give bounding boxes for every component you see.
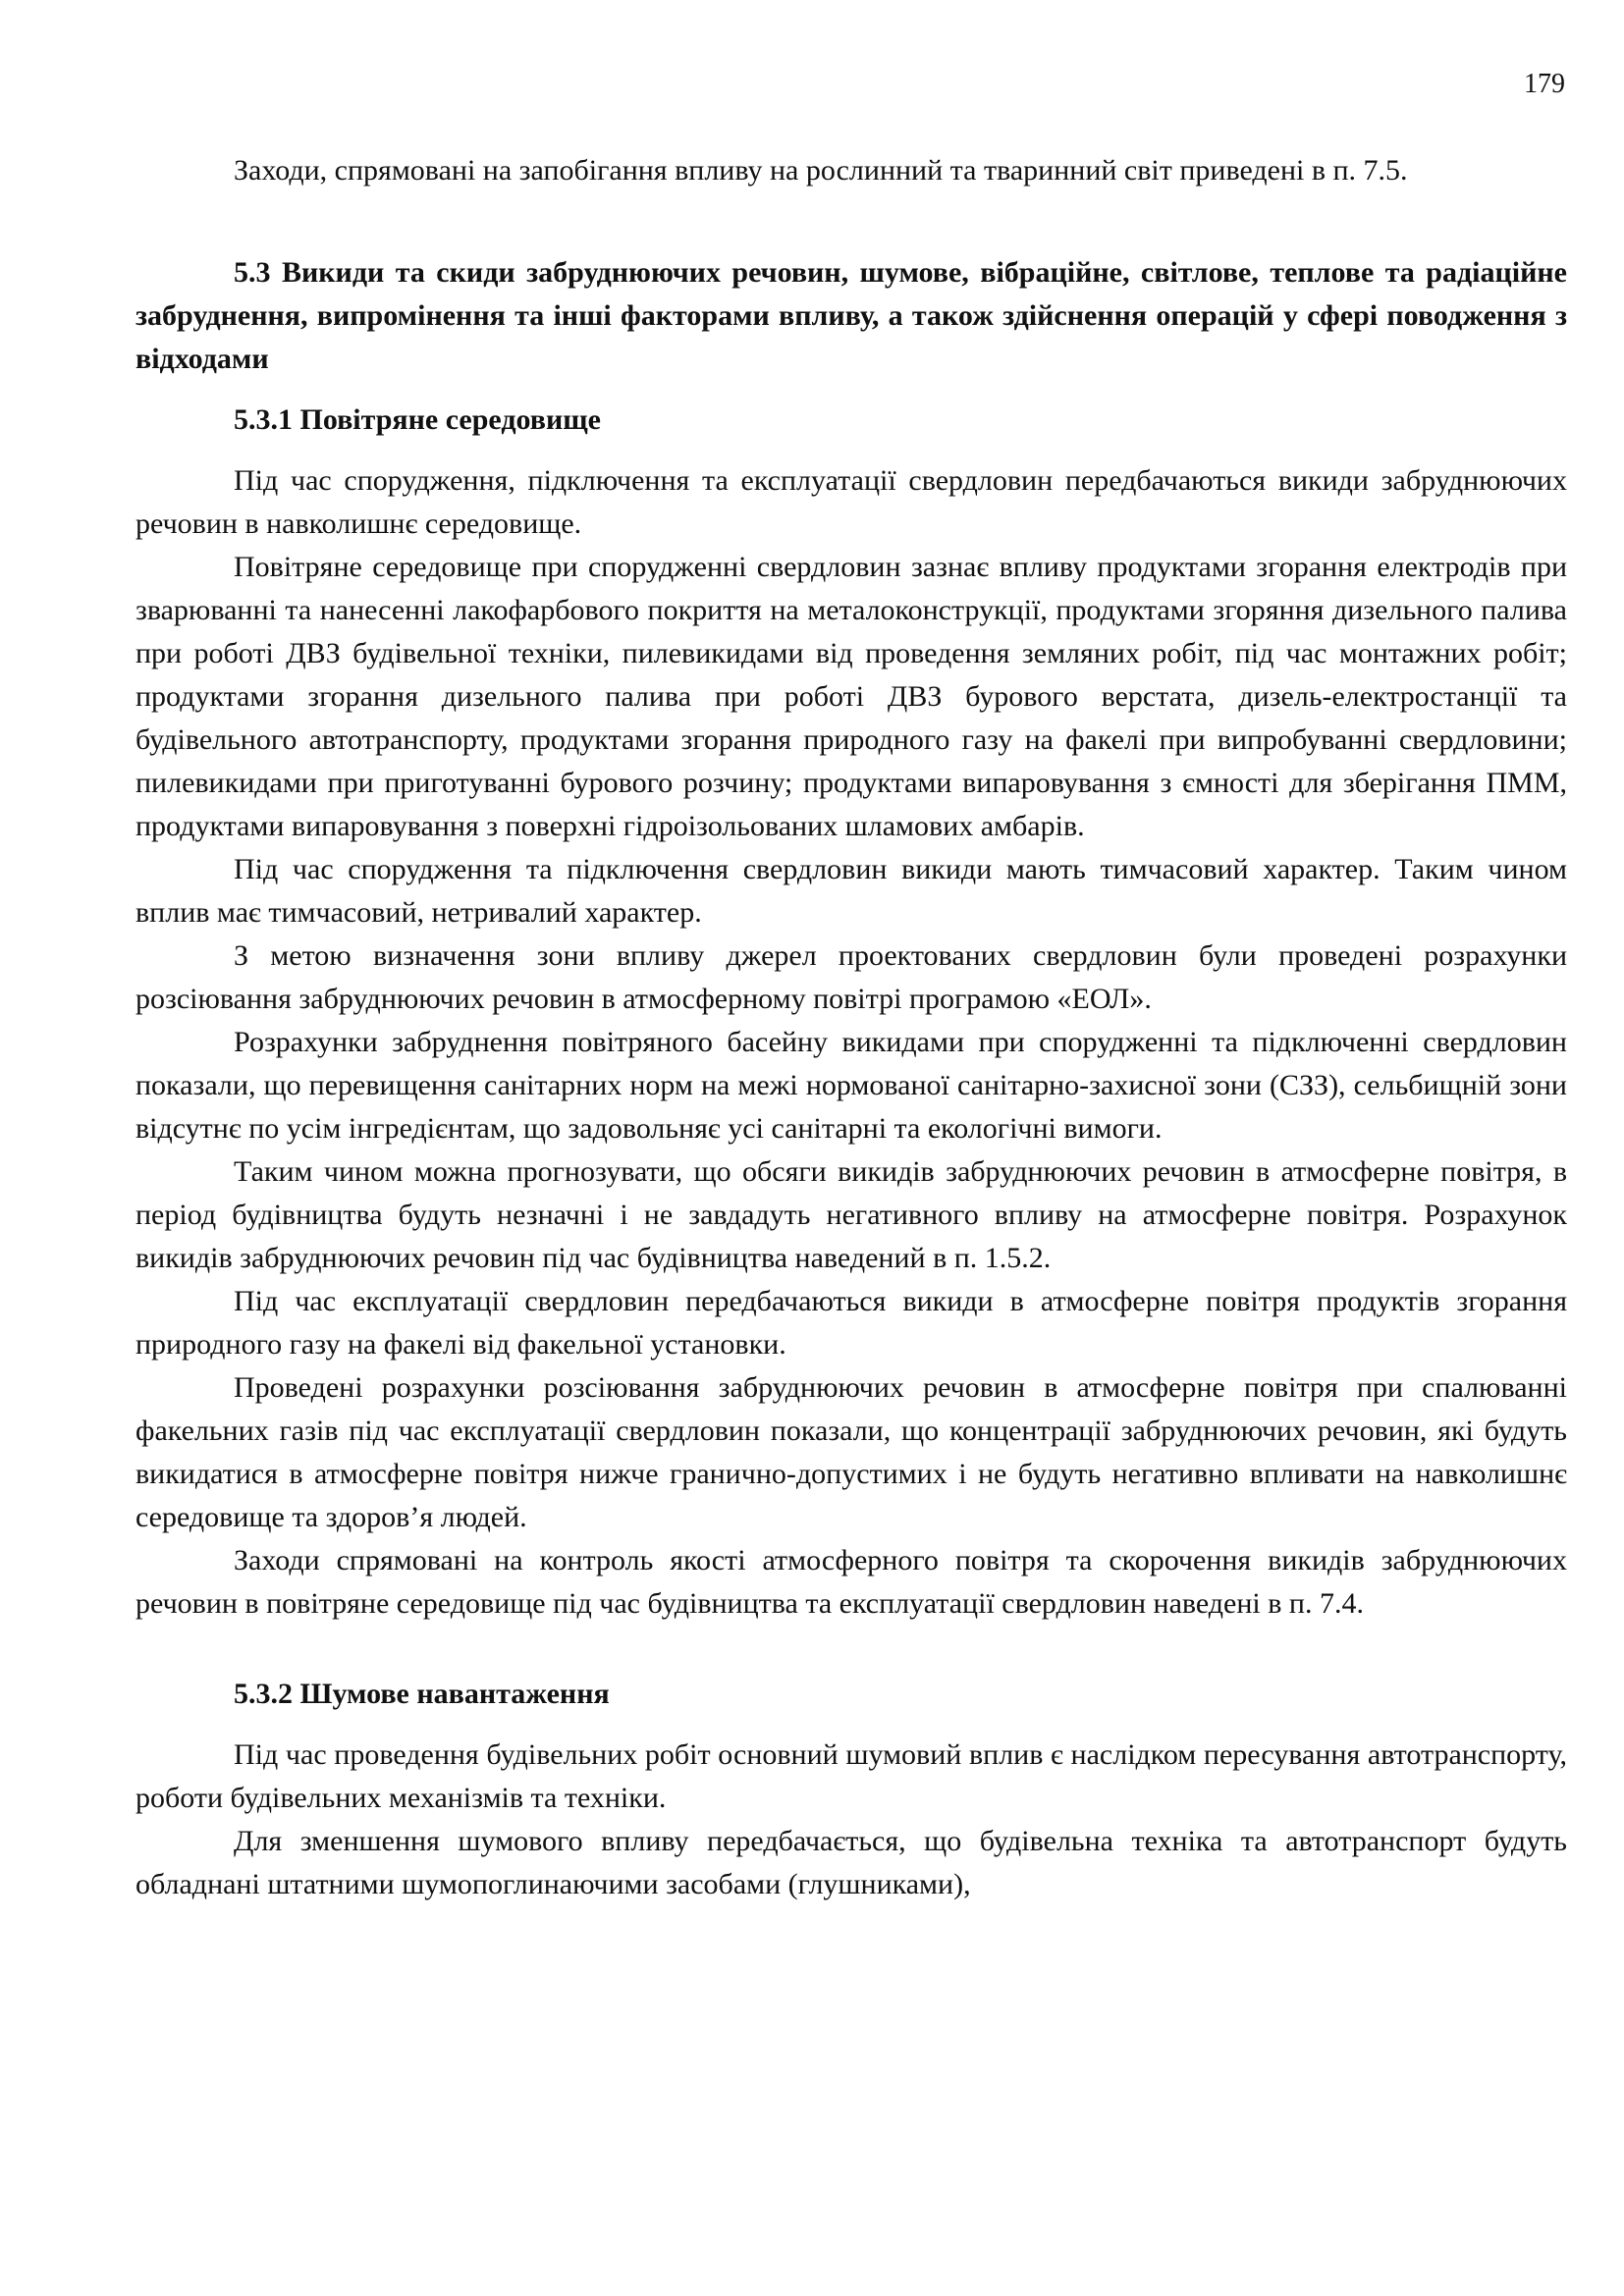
paragraph: Під час спорудження та підключення свердловин викиди мають тимчасовий характер. Таким чином вплив має тимчасовий, нетривалий характер. bbox=[135, 853, 1567, 929]
section-5-3-1-heading: 5.3.1 Повітряне середовище bbox=[234, 403, 601, 436]
intro-paragraph: Заходи, спрямовані на запобігання впливу на рослинний та тваринний світ приведені в п. 7.5. bbox=[234, 154, 1408, 187]
paragraph: Під час проведення будівельних робіт основний шумовий вплив є наслідком пересування автотранспорту, роботи будівельних механізмів та техніки. bbox=[135, 1738, 1567, 1814]
paragraph: Повітряне середовище при спорудженні свердловин зазнає впливу продуктами згорання електродів при зварюванні та нанесенні лакофарбового покриття на металоконструкції, продуктами згоряння дизельного палива при роботі ДВЗ будівельної техніки, пилевикидами від проведення земляних робіт, під час монтажних робіт; продуктами згорання дизельного палива при роботі ДВЗ бурового верстата, дизель-електростанції та будівельного автотранспорту, продуктами згорання природного газу на факелі при випробуванні свердловини; пилевикидами при приготуванні бурового розчину; продуктами випаровування з ємності для зберігання ПММ, продуктами випаровування з поверхні гідроізольованих шламових амбарів. bbox=[135, 551, 1567, 842]
paragraph: Заходи спрямовані на контроль якості атмосферного повітря та скорочення викидів забруднюючих речовин в повітряне середовище під час будівництва та експлуатації свердловин наведені в п. 7.4. bbox=[135, 1544, 1567, 1620]
page-content bbox=[135, 149, 1567, 1906]
section-5-3-2-heading: 5.3.2 Шумове навантаження bbox=[234, 1678, 610, 1710]
paragraph: Для зменшення шумового впливу передбачається, що будівельна техніка та автотранспорт будуть обладнані штатними шумопоглинаючими засобами (глушниками), bbox=[135, 1825, 1567, 1900]
paragraph: Таким чином можна прогнозувати, що обсяги викидів забруднюючих речовин в атмосферне повітря, в період будівництва будуть незначні і не завдадуть негативного впливу на атмосферне повітря. Розрахунок викидів забруднюючих речовин під час будівництва наведений в п. 1.5.2. bbox=[135, 1155, 1567, 1274]
paragraph: Під час спорудження, підключення та експлуатації свердловин передбачаються викиди забруднюючих речовин в навколишнє середовище. bbox=[135, 464, 1567, 540]
paragraph: З метою визначення зони впливу джерел проектованих свердловин були проведені розрахунки розсіювання забруднюючих речовин в атмосферному повітрі програмою «ЕОЛ». bbox=[135, 939, 1567, 1015]
paragraph: Розрахунки забруднення повітряного басейну викидами при спорудженні та підключенні свердловин показали, що перевищення санітарних норм на межі нормованої санітарно-захисної зони (СЗЗ), сельбищній зони відсутнє по усім інгредієнтам, що задовольняє усі санітарні та екологічні вимоги. bbox=[135, 1026, 1567, 1145]
paragraph: Проведені розрахунки розсіювання забруднюючих речовин в атмосферне повітря при спалюванні факельних газів під час експлуатації свердловин показали, що концентрації забруднюючих речовин, які будуть викидатися в атмосферне повітря нижче гранично-допустимих і не будуть негативно впливати на навколишнє середовище та здоров’я людей. bbox=[135, 1371, 1567, 1533]
section-5-3-heading: 5.3 Викиди та скиди забруднюючих речовин, шумове, вібраційне, світлове, теплове та радіаційне забруднення, випромінення та інші факторами впливу, а також здійснення операцій у сфері поводження з відходами bbox=[135, 256, 1567, 375]
paragraph: Під час експлуатації свердловин передбачаються викиди в атмосферне повітря продуктів згорання природного газу на факелі від факельної установки. bbox=[135, 1285, 1567, 1361]
page-number: 179 bbox=[1524, 69, 1565, 99]
